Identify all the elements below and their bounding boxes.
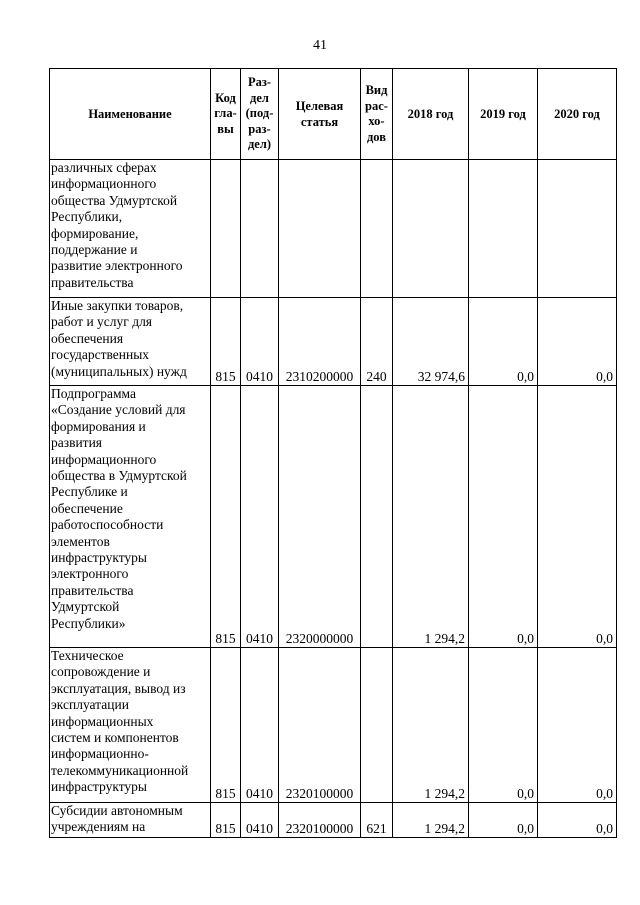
row-2020: 0,0 xyxy=(538,298,617,386)
row-name: Техническое сопровождение и эксплуатация, вывод из эксплуатации информационных систем и компонентов информационно- телекоммуникационной инфраструктуры xyxy=(50,648,211,803)
header-name: Наименование xyxy=(50,69,211,160)
row-section: 0410 xyxy=(241,648,279,803)
row-code xyxy=(211,160,241,298)
table-row xyxy=(50,648,617,803)
row-2019 xyxy=(469,160,538,298)
page-number: 41 xyxy=(313,38,327,53)
row-section: 0410 xyxy=(241,803,279,838)
row-expense-type xyxy=(361,386,393,648)
row-target: 2320100000 xyxy=(279,803,361,838)
row-2018: 1 294,2 xyxy=(393,803,469,838)
row-2020: 0,0 xyxy=(538,803,617,838)
header-target: Целевая статья xyxy=(279,69,361,160)
table-row xyxy=(50,160,617,298)
row-code: 815 xyxy=(211,648,241,803)
row-target xyxy=(279,160,361,298)
row-2018: 1 294,2 xyxy=(393,386,469,648)
table-row xyxy=(50,386,617,648)
row-2018 xyxy=(393,160,469,298)
row-target: 2310200000 xyxy=(279,298,361,386)
row-name: различных сферах информационного общества Удмуртской Республики, формирование, поддержание и развитие электронного правительства xyxy=(50,160,211,298)
row-section: 0410 xyxy=(241,298,279,386)
header-code: Код гла- вы xyxy=(211,69,241,160)
row-expense-type xyxy=(361,160,393,298)
row-code: 815 xyxy=(211,803,241,838)
header-2019: 2019 год xyxy=(469,69,538,160)
row-name: Иные закупки товаров, работ и услуг для обеспечения государственных (муниципальных) нужд xyxy=(50,298,211,386)
row-2019: 0,0 xyxy=(469,803,538,838)
row-target: 2320000000 xyxy=(279,386,361,648)
row-2020: 0,0 xyxy=(538,648,617,803)
row-2019: 0,0 xyxy=(469,386,538,648)
row-target: 2320100000 xyxy=(279,648,361,803)
table-row xyxy=(50,298,617,386)
row-code: 815 xyxy=(211,298,241,386)
budget-table xyxy=(49,68,617,838)
row-2019: 0,0 xyxy=(469,648,538,803)
header-2020: 2020 год xyxy=(538,69,617,160)
row-expense-type: 240 xyxy=(361,298,393,386)
row-2020 xyxy=(538,160,617,298)
row-2019: 0,0 xyxy=(469,298,538,386)
row-name: Субсидии автономным учреждениям на xyxy=(50,803,211,838)
header-section: Раз- дел (под- раз- дел) xyxy=(241,69,279,160)
row-2018: 1 294,2 xyxy=(393,648,469,803)
row-2020: 0,0 xyxy=(538,386,617,648)
row-expense-type xyxy=(361,648,393,803)
header-expense-type: Вид рас- хо- дов xyxy=(361,69,393,160)
row-2018: 32 974,6 xyxy=(393,298,469,386)
header-2018: 2018 год xyxy=(393,69,469,160)
row-expense-type: 621 xyxy=(361,803,393,838)
row-section: 0410 xyxy=(241,386,279,648)
row-section xyxy=(241,160,279,298)
table-row xyxy=(50,803,617,838)
row-code: 815 xyxy=(211,386,241,648)
header-row xyxy=(50,69,617,160)
row-name: Подпрограмма «Создание условий для формирования и развития информационного общества в Удмуртской Республике и обеспечение работоспособности элементов инфраструктуры электронного правительства Удмуртской Республики» xyxy=(50,386,211,648)
